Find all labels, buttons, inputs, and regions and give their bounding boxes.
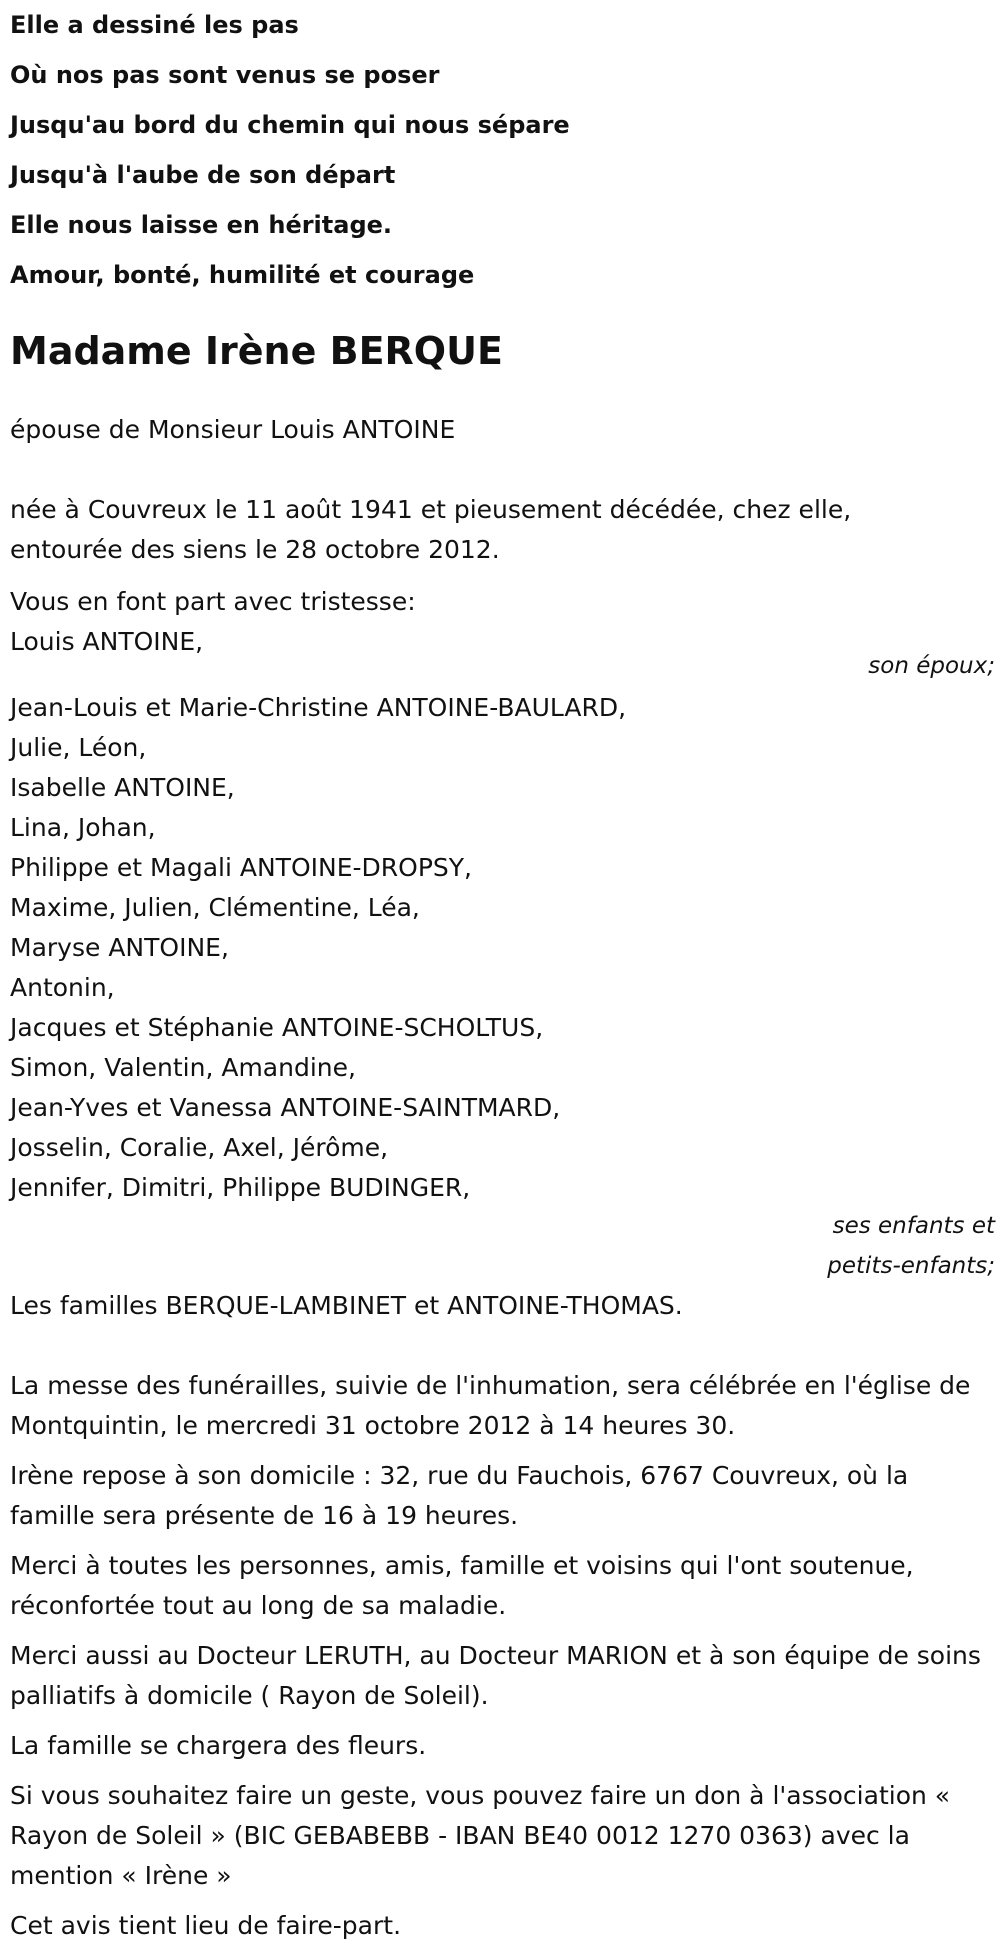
list-item: Julie, Léon,	[10, 733, 147, 762]
thanks-text: Merci à toutes les personnes, amis, famille et voisins qui l'ont soutenue, réconfortée tout au long de sa maladie.	[10, 1551, 914, 1620]
announcement-intro: Vous en font part avec tristesse:	[10, 587, 416, 616]
poem-line: Amour, bonté, humilité et courage	[10, 261, 475, 289]
list-item: Maxime, Julien, Clémentine, Léa,	[10, 893, 420, 922]
poem-line: Où nos pas sont venus se poser	[10, 61, 440, 89]
poem-line: Jusqu'au bord du chemin qui nous sépare	[10, 111, 570, 139]
children-role: ses enfants et	[832, 1213, 995, 1239]
rest-details: Irène repose à son domicile : 32, rue du Fauchois, 6767 Couvreux, où la famille sera présente de 16 à 19 heures.	[10, 1461, 909, 1530]
list-item: Jean-Louis et Marie-Christine ANTOINE-BAULARD,	[10, 693, 627, 722]
birth-death-line: née à Couvreux le 11 août 1941 et pieusement décédée, chez elle, entourée des siens le 28 octobre 2012.	[10, 495, 852, 564]
list-item: Lina, Johan,	[10, 813, 156, 842]
poem-line: Elle a dessiné les pas	[10, 11, 299, 39]
obituary-page	[10, 0, 995, 1946]
spouse-line: épouse de Monsieur Louis ANTOINE	[10, 415, 456, 444]
list-item: Jean-Yves et Vanessa ANTOINE-SAINTMARD,	[10, 1093, 561, 1122]
flowers-text: La famille se chargera des fleurs.	[10, 1731, 427, 1760]
children-list	[10, 688, 995, 1208]
poem	[10, 0, 995, 300]
list-item: Maryse ANTOINE,	[10, 933, 229, 962]
thanks-doctors-text: Merci aussi au Docteur LERUTH, au Docteur MARION et à son équipe de soins palliatifs à domicile ( Rayon de Soleil).	[10, 1641, 981, 1710]
husband-name: Louis ANTOINE,	[10, 627, 204, 656]
deceased-name: Madame Irène BERQUE	[10, 329, 503, 373]
list-item: Josselin, Coralie, Axel, Jérôme,	[10, 1133, 389, 1162]
husband-role: son époux;	[868, 653, 995, 679]
list-item: Jennifer, Dimitri, Philippe BUDINGER,	[10, 1173, 471, 1202]
list-item: Simon, Valentin, Amandine,	[10, 1053, 356, 1082]
donation-text: Si vous souhaitez faire un geste, vous pouvez faire un don à l'association « Rayon de Soleil » (BIC GEBABEBB - IBAN BE40 0012 1270 0363) avec la mention « Irène »	[10, 1781, 951, 1890]
poem-line: Elle nous laisse en héritage.	[10, 211, 393, 239]
children-role: petits-enfants;	[827, 1253, 995, 1279]
closing-text: Cet avis tient lieu de faire-part.	[10, 1911, 402, 1940]
poem-line: Jusqu'à l'aube de son départ	[10, 161, 396, 189]
list-item: Jacques et Stéphanie ANTOINE-SCHOLTUS,	[10, 1013, 544, 1042]
list-item: Isabelle ANTOINE,	[10, 773, 235, 802]
mass-details: La messe des funérailles, suivie de l'inhumation, sera célébrée en l'église de Montquintin, le mercredi 31 octobre 2012 à 14 heures 30.	[10, 1371, 971, 1440]
list-item: Philippe et Magali ANTOINE-DROPSY,	[10, 853, 472, 882]
list-item: Antonin,	[10, 973, 115, 1002]
families-line: Les familles BERQUE-LAMBINET et ANTOINE-THOMAS.	[10, 1291, 683, 1320]
